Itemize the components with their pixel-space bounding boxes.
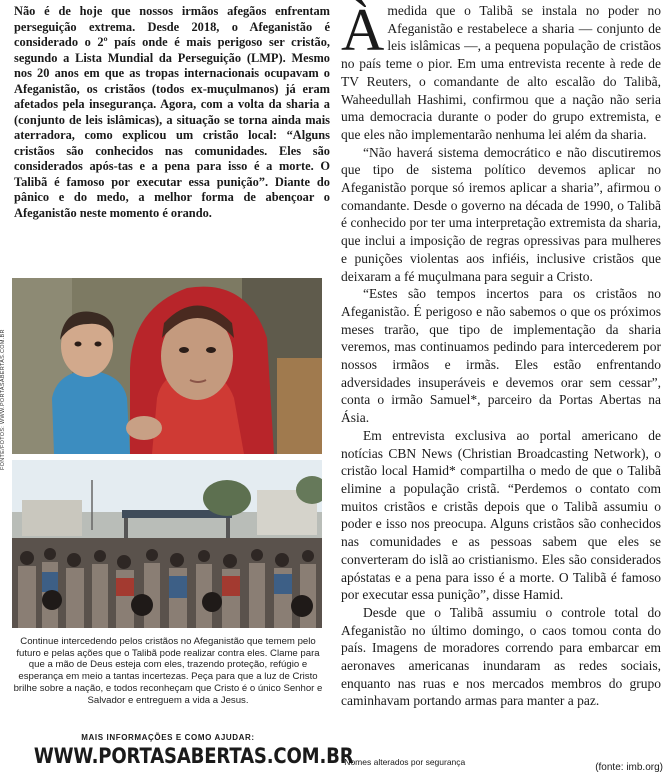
intro-paragraph: Não é de hoje que nossos irmãos afegãos enfrentam perseguição extrema. Desde 2018, o Afeganistão é considerado o 2º país onde é mais perigoso ser cristão, segundo a Lista Mundial da Perseguição (LMP). Mesmo nos 20 anos em que as tropas internacionais ocupavam o Afeganistão, os cristãos (todos ex-muçulmanos) já eram afetados pela insegurança. Agora, com a volta da sharia a (conjunto de leis islâmicas), a situação se torna ainda mais aterradora, como explicou um cristão local: “Alguns cristãos são conhecidos nas comunidades. Eles são considerados após-tas e a pena para isso é a morte. O Talibã é famoso por executar essa punição”. Diante do pânico e do medo, a melhor forma de abençoar o Afeganistão neste momento é orando.	[14, 4, 330, 220]
photo-credit: FONTE/FOTOS: WWW.PORTASABERTAS.COM.BR	[0, 329, 6, 470]
photo-mother-and-child	[12, 278, 322, 454]
photo-caption: Continue intercedendo pelos cristãos no Afeganistão que temem pelo futuro e pelas ações que o Talibã pode realizar contra eles. Clame para que a mão de Deus esteja com eles, trazendo proteção, refúgio e esperança em meio a tantas incertezas. Peça para que a luz de Cristo brilhe sobre a nação, e todos reconheçam que Cristo é o único Senhor e Salvador e entreguem a vida a Jesus.	[13, 636, 323, 706]
article-paragraph-3: “Estes são tempos incertos para os cristãos no Afeganistão. É perigoso e não sabemos o que os próximos meses trarão, que tipo de implementação da sharia veremos, mas continuamos pedindo para intercederem por nossos irmãos e irmãs. Eles estão enfrentando adversidades insuperáveis e devemos orar sem cessar”, conta o irmão Samuel*, parceiro da Portas Abertas na Ásia.	[341, 286, 661, 426]
drop-cap: À	[341, 0, 385, 63]
more-info-label: MAIS INFORMAÇÕES E COMO AJUDAR:	[81, 733, 255, 742]
article-paragraph-5: Desde que o Talibã assumiu o controle total do Afeganistão no último domingo, o caos tomou conta do país. Imagens de moradores correndo para embarcar em aeronaves americanas inundaram as redes sociais, enquanto nas ruas e nos mercados membros do grupo caminhavam portando armas para manter a paz.	[341, 604, 661, 709]
article-paragraph-1-text: medida que o Talibã se instala no poder no Afeganistão e restabelece a sharia — conjunto de leis islâmicas —, a pequena população de cristãos no país teme o pior. Em uma entrevista recente à rede de TV Reuters, o comandante de alto escalão do Talibã, Waheedullah Hashimi, confirmou que a nação não seria uma democracia durante o poder do grupo extremista, e que eles não implementarão nenhuma lei além da sharia.	[341, 3, 661, 142]
article-paragraph-1	[341, 2, 661, 144]
left-column	[8, 4, 330, 221]
photo-mother-and-child-illustration	[12, 278, 322, 454]
photo-crowd-airport	[12, 460, 322, 628]
article-paragraph-4: Em entrevista exclusiva ao portal americano de notícias CBN News (Christian Broadcasting Network), o cristão local Hamid* compartilha o medo de que o Talibã elimine a população cristã. “Perdemos o contato com muitos cristãos e cristãs depois que o Talibã assumiu o poder e isso nos preocupa. Alguns cristãos são conhecidos nas comunidades e as pessoas sabem que eles se converteram do islã ao cristianismo. Eles são considerados apóstatas e a pena para isso é a morte. O Talibã é famoso por executar essa punição”, disse Hamid.	[341, 427, 661, 603]
article-body	[341, 2, 661, 710]
photo-crowd-airport-illustration	[12, 460, 322, 628]
footnote: *Nomes alterados por segurança	[341, 757, 466, 767]
source-label: (fonte: imb.org)	[595, 762, 663, 773]
website-url[interactable]: WWW.PORTASABERTAS.COM.BR	[33, 744, 354, 768]
article-paragraph-2: “Não haverá sistema democrático e não discutiremos que tipo de sistema político devemos aplicar no Afeganistão porque só iremos aplicar a sharia”, afirmou o comandante. Desde o governo na década de 1990, o Talibã é conhecido por ter uma interpretação extremista da sharia, que inclui a imposição de regras opressivas para mulheres e punições violentas aos infiéis, inclusive cristãos que deixaram a fé muçulmana para seguir a Cristo.	[341, 144, 661, 284]
